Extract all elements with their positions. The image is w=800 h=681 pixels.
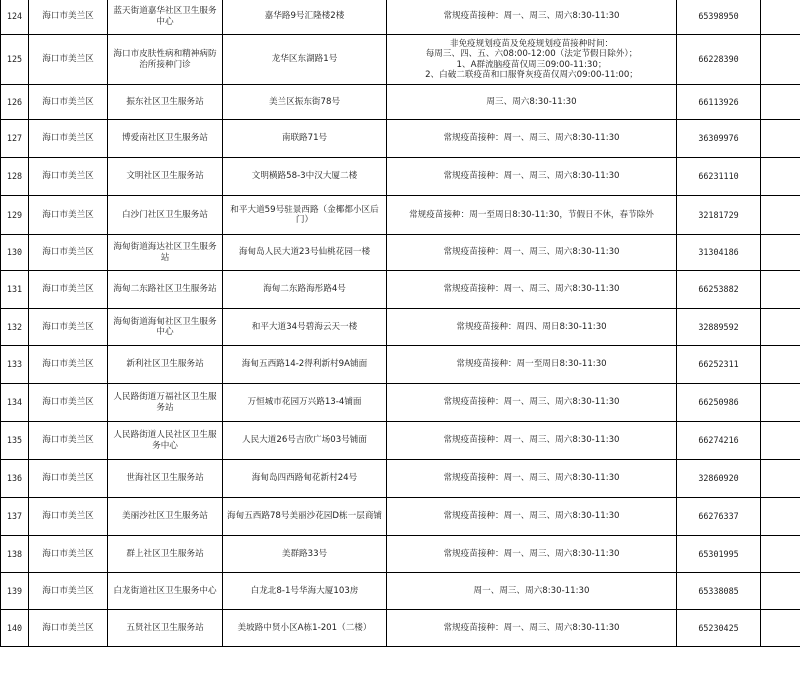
schedule-line: 常规疫苗接种：周一至周日8:30-11:30 [456,359,607,370]
address-cell: 万恒城市花园万兴路13-4铺面 [223,384,387,422]
row-number-cell: 140 [1,610,29,647]
schedule-cell [387,309,677,346]
district-cell: 海口市美兰区 [29,536,108,573]
row-number-cell: 126 [1,85,29,120]
schedule-line: 常规疫苗接种：周一、周三、周六8:30-11:30 [443,11,620,22]
blank-cell [761,309,800,346]
address-cell: 文明横路58-3中汉大厦二楼 [223,158,387,196]
site-name-cell: 人民路街道万福社区卫生服务站 [108,384,223,422]
row-number-cell: 132 [1,309,29,346]
schedule-line: 常规疫苗接种：周一、周三、周六8:30-11:30 [443,133,620,144]
phone-cell: 36309976 [677,120,761,158]
address-cell: 美兰区振东街78号 [223,85,387,120]
schedule-line: 常规疫苗接种：周一、周三、周六8:30-11:30 [443,548,620,559]
district-cell: 海口市美兰区 [29,610,108,647]
phone-cell: 66274216 [677,422,761,460]
table-row [1,158,800,196]
row-number-cell: 125 [1,35,29,85]
table-row [1,196,800,235]
address-cell: 和平大道59号驻景西路（金椰都小区后门） [223,196,387,235]
schedule-cell [387,235,677,271]
schedule-line: 周三、周六8:30-11:30 [486,96,577,107]
blank-cell [761,235,800,271]
address-cell: 南联路71号 [223,120,387,158]
district-cell: 海口市美兰区 [29,196,108,235]
site-name-cell: 美丽沙社区卫生服务站 [108,498,223,536]
phone-cell: 66276337 [677,498,761,536]
district-cell: 海口市美兰区 [29,271,108,309]
row-number-cell: 129 [1,196,29,235]
schedule-line: 周一、周三、周六8:30-11:30 [473,585,590,596]
blank-cell [761,346,800,384]
schedule-cell [387,498,677,536]
table-row [1,271,800,309]
schedule-cell [387,610,677,647]
schedule-cell [387,573,677,610]
row-number-cell: 133 [1,346,29,384]
schedule-cell [387,536,677,573]
address-cell: 海甸岛四西路甸花新村24号 [223,460,387,498]
address-cell: 和平大道34号碧海云天一楼 [223,309,387,346]
district-cell: 海口市美兰区 [29,0,108,35]
phone-cell: 66253882 [677,271,761,309]
district-cell: 海口市美兰区 [29,158,108,196]
blank-cell [761,460,800,498]
table-row [1,573,800,610]
schedule-line: 常规疫苗接种：周一、周三、周六8:30-11:30 [443,511,620,522]
phone-cell: 31304186 [677,235,761,271]
site-name-cell: 人民路街道人民社区卫生服务中心 [108,422,223,460]
phone-cell: 65398950 [677,0,761,35]
address-cell: 美坡路中贤小区A栋1-201（二楼） [223,610,387,647]
row-number-cell: 131 [1,271,29,309]
blank-cell [761,610,800,647]
schedule-cell [387,85,677,120]
blank-cell [761,120,800,158]
schedule-line: 常规疫苗接种：周一、周三、周六8:30-11:30 [443,435,620,446]
address-cell: 人民大道26号吉欣广场03号铺面 [223,422,387,460]
schedule-line: 常规疫苗接种：周一、周三、周六8:30-11:30 [443,397,620,408]
address-cell: 嘉华路9号汇隆楼2楼 [223,0,387,35]
address-cell: 海甸五西路14-2得利新村9A铺面 [223,346,387,384]
district-cell: 海口市美兰区 [29,85,108,120]
blank-cell [761,85,800,120]
phone-cell: 66113926 [677,85,761,120]
district-cell: 海口市美兰区 [29,235,108,271]
site-name-cell: 白龙街道社区卫生服务中心 [108,573,223,610]
row-number-cell: 128 [1,158,29,196]
schedule-cell [387,422,677,460]
blank-cell [761,158,800,196]
site-name-cell: 海口市皮肤性病和精神病防治所接种门诊 [108,35,223,85]
blank-cell [761,0,800,35]
district-cell: 海口市美兰区 [29,120,108,158]
site-name-cell: 蓝天街道嘉华社区卫生服务中心 [108,0,223,35]
phone-cell: 32889592 [677,309,761,346]
row-number-cell: 127 [1,120,29,158]
schedule-line: 常规疫苗接种：周一、周三、周六8:30-11:30 [443,171,620,182]
schedule-line: 常规疫苗接种：周一、周三、周六8:30-11:30 [443,473,620,484]
row-number-cell: 130 [1,235,29,271]
table-row [1,384,800,422]
site-name-cell: 五贤社区卫生服务站 [108,610,223,647]
schedule-cell [387,196,677,235]
district-cell: 海口市美兰区 [29,573,108,610]
schedule-cell [387,460,677,498]
table-row [1,35,800,85]
table-row [1,422,800,460]
schedule-line: 非免疫规划疫苗及免疫规划疫苗接种时间： [449,38,614,49]
address-cell: 海甸二东路海彤路4号 [223,271,387,309]
district-cell: 海口市美兰区 [29,346,108,384]
table-row [1,0,800,35]
site-name-cell: 海甸街道海甸社区卫生服务中心 [108,309,223,346]
address-cell: 海甸五西路78号美丽沙花园D栋一层商铺 [223,498,387,536]
site-name-cell: 海甸二东路社区卫生服务站 [108,271,223,309]
schedule-line: 常规疫苗接种：周一、周三、周六8:30-11:30 [443,284,620,295]
address-cell: 海甸岛人民大道23号仙桃花园一楼 [223,235,387,271]
table-body [1,0,800,647]
table-row [1,536,800,573]
table-row [1,235,800,271]
site-name-cell: 博爱南社区卫生服务站 [108,120,223,158]
schedule-cell [387,120,677,158]
row-number-cell: 139 [1,573,29,610]
site-name-cell: 海甸街道海达社区卫生服务站 [108,235,223,271]
district-cell: 海口市美兰区 [29,422,108,460]
blank-cell [761,498,800,536]
table-row [1,460,800,498]
table-row [1,85,800,120]
table-row [1,346,800,384]
schedule-cell [387,35,677,85]
schedule-cell [387,384,677,422]
row-number-cell: 136 [1,460,29,498]
blank-cell [761,536,800,573]
row-number-cell: 124 [1,0,29,35]
phone-cell: 66252311 [677,346,761,384]
address-cell: 龙华区东湖路1号 [223,35,387,85]
row-number-cell: 134 [1,384,29,422]
schedule-line: 常规疫苗接种：周一、周三、周六8:30-11:30 [443,247,620,258]
phone-cell: 65301995 [677,536,761,573]
district-cell: 海口市美兰区 [29,309,108,346]
phone-cell: 66231110 [677,158,761,196]
schedule-cell [387,0,677,35]
address-cell: 白龙北8-1号华海大厦103房 [223,573,387,610]
phone-cell: 32860920 [677,460,761,498]
row-number-cell: 135 [1,422,29,460]
phone-cell: 66250986 [677,384,761,422]
blank-cell [761,35,800,85]
schedule-line: 2、白破二联疫苗和口服脊灰疫苗仅周六09:00-11:00； [425,70,638,80]
schedule-line: 常规疫苗接种：周一至周日8:30-11:30，节假日不休，春节除外 [409,209,654,220]
table-row [1,309,800,346]
blank-cell [761,384,800,422]
district-cell: 海口市美兰区 [29,460,108,498]
address-cell: 美群路33号 [223,536,387,573]
blank-cell [761,271,800,309]
schedule-line: 1、A群流脑疫苗仅周三09:00-11:30； [456,59,607,70]
blank-cell [761,422,800,460]
district-cell: 海口市美兰区 [29,384,108,422]
site-name-cell: 白沙门社区卫生服务站 [108,196,223,235]
schedule-line: 常规疫苗接种：周四、周日8:30-11:30 [456,321,607,332]
table-row [1,120,800,158]
table-row [1,610,800,647]
site-name-cell: 新利社区卫生服务站 [108,346,223,384]
phone-cell: 32181729 [677,196,761,235]
schedule-cell [387,271,677,309]
site-name-cell: 文明社区卫生服务站 [108,158,223,196]
blank-cell [761,196,800,235]
phone-cell: 65230425 [677,610,761,647]
district-cell: 海口市美兰区 [29,35,108,85]
row-number-cell: 138 [1,536,29,573]
site-name-cell: 群上社区卫生服务站 [108,536,223,573]
site-name-cell: 世海社区卫生服务站 [108,460,223,498]
site-name-cell: 振东社区卫生服务站 [108,85,223,120]
schedule-cell [387,158,677,196]
schedule-line: 每周三、四、五、六08:00-12:00（法定节假日除外）； [425,49,638,59]
table-row [1,498,800,536]
phone-cell: 66228390 [677,35,761,85]
schedule-line: 常规疫苗接种：周一、周三、周六8:30-11:30 [443,622,620,633]
phone-cell: 65338085 [677,573,761,610]
schedule-cell [387,346,677,384]
row-number-cell: 137 [1,498,29,536]
district-cell: 海口市美兰区 [29,498,108,536]
blank-cell [761,573,800,610]
